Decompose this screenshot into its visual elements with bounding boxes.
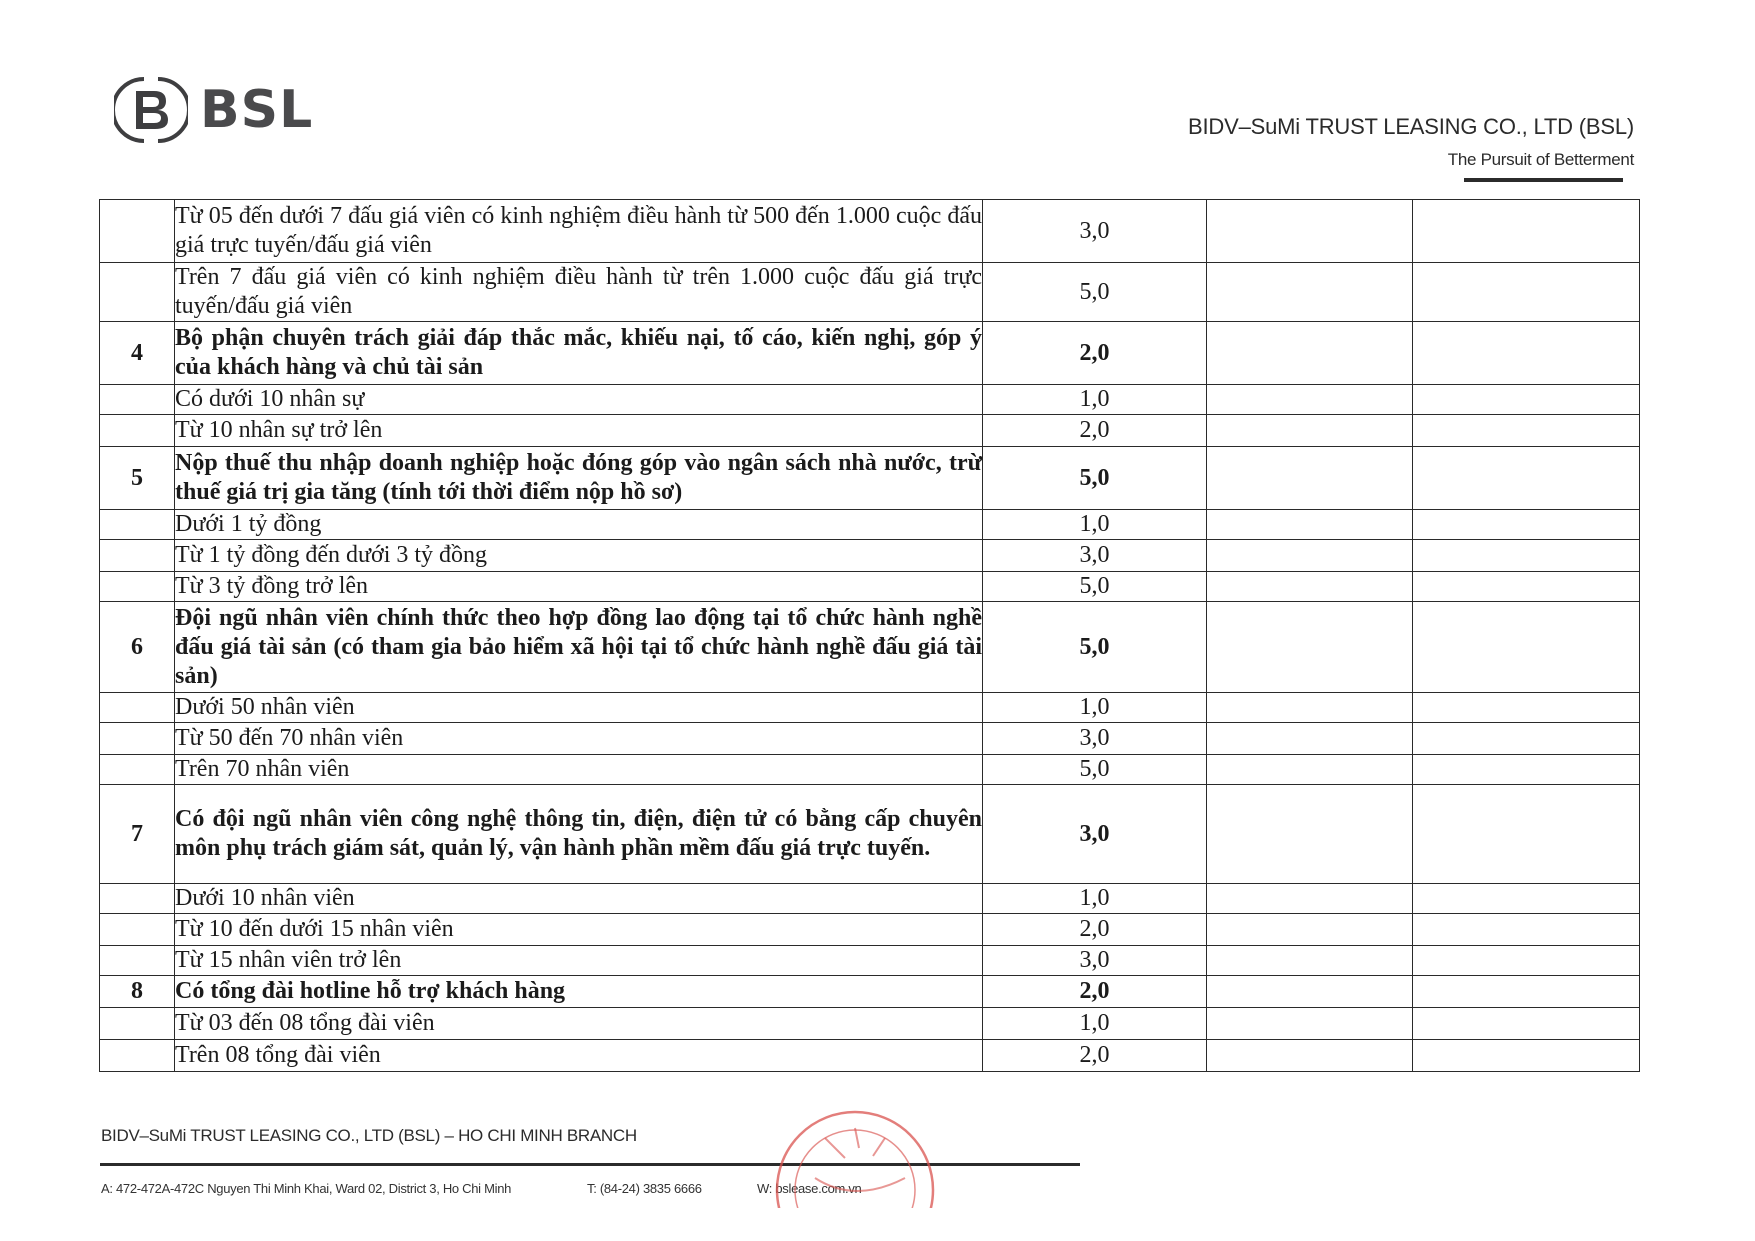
criteria-table-body bbox=[100, 200, 1640, 1072]
score-cell bbox=[1207, 415, 1413, 447]
table-row bbox=[100, 572, 1640, 602]
note-cell bbox=[1413, 385, 1640, 415]
score-cell bbox=[1207, 572, 1413, 602]
criterion-description: Trên 08 tổng đài viên bbox=[175, 1040, 983, 1072]
criterion-number bbox=[100, 914, 175, 946]
criterion-max-score: 5,0 bbox=[983, 755, 1207, 785]
table-row bbox=[100, 1040, 1640, 1072]
header-tagline: The Pursuit of Betterment bbox=[1447, 150, 1634, 169]
score-cell bbox=[1207, 723, 1413, 755]
criterion-number bbox=[100, 946, 175, 976]
score-cell bbox=[1207, 976, 1413, 1008]
criterion-number: 5 bbox=[100, 447, 175, 510]
score-cell bbox=[1207, 602, 1413, 693]
criterion-description: Đội ngũ nhân viên chính thức theo hợp đồng lao động tại tổ chức hành nghề đấu giá tài sản (có tham gia bảo hiểm xã hội tại tổ chức hành nghề đấu giá tài sản) bbox=[175, 602, 983, 693]
note-cell bbox=[1413, 976, 1640, 1008]
score-cell bbox=[1207, 540, 1413, 572]
criterion-description: Dưới 1 tỷ đồng bbox=[175, 510, 983, 540]
criterion-max-score: 2,0 bbox=[983, 914, 1207, 946]
note-cell bbox=[1413, 572, 1640, 602]
criterion-max-score: 1,0 bbox=[983, 510, 1207, 540]
score-cell bbox=[1207, 510, 1413, 540]
criterion-description: Từ 3 tỷ đồng trở lên bbox=[175, 572, 983, 602]
criterion-description: Từ 50 đến 70 nhân viên bbox=[175, 723, 983, 755]
score-cell bbox=[1207, 785, 1413, 884]
criterion-max-score: 3,0 bbox=[983, 200, 1207, 263]
criteria-table bbox=[99, 199, 1640, 1072]
criterion-number: 4 bbox=[100, 322, 175, 385]
criterion-max-score: 5,0 bbox=[983, 263, 1207, 322]
table-row bbox=[100, 200, 1640, 263]
score-cell bbox=[1207, 1040, 1413, 1072]
note-cell bbox=[1413, 723, 1640, 755]
table-row bbox=[100, 755, 1640, 785]
score-cell bbox=[1207, 884, 1413, 914]
note-cell bbox=[1413, 447, 1640, 510]
table-row bbox=[100, 385, 1640, 415]
criterion-max-score: 3,0 bbox=[983, 946, 1207, 976]
criterion-description: Từ 03 đến 08 tổng đài viên bbox=[175, 1008, 983, 1040]
criterion-description: Từ 1 tỷ đồng đến dưới 3 tỷ đồng bbox=[175, 540, 983, 572]
criterion-number bbox=[100, 884, 175, 914]
score-cell bbox=[1207, 322, 1413, 385]
criterion-description: Có đội ngũ nhân viên công nghệ thông tin, điện, điện tử có bằng cấp chuyên môn phụ trách giám sát, quản lý, vận hành phần mềm đấu giá trực tuyến. bbox=[175, 785, 983, 884]
table-row bbox=[100, 322, 1640, 385]
criterion-description: Dưới 50 nhân viên bbox=[175, 693, 983, 723]
criterion-description: Từ 10 đến dưới 15 nhân viên bbox=[175, 914, 983, 946]
criterion-max-score: 1,0 bbox=[983, 693, 1207, 723]
criterion-description: Từ 05 đến dưới 7 đấu giá viên có kinh nghiệm điều hành từ 500 đến 1.000 cuộc đấu giá trực tuyến/đấu giá viên bbox=[175, 200, 983, 263]
criterion-max-score: 2,0 bbox=[983, 976, 1207, 1008]
logo-text: BSL bbox=[200, 80, 314, 140]
criterion-number: 6 bbox=[100, 602, 175, 693]
criterion-number bbox=[100, 572, 175, 602]
criterion-max-score: 2,0 bbox=[983, 1040, 1207, 1072]
footer-website: W: bslease.com.vn bbox=[757, 1181, 862, 1196]
score-cell bbox=[1207, 946, 1413, 976]
criterion-description: Từ 15 nhân viên trở lên bbox=[175, 946, 983, 976]
score-cell bbox=[1207, 200, 1413, 263]
criterion-number bbox=[100, 755, 175, 785]
note-cell bbox=[1413, 322, 1640, 385]
note-cell bbox=[1413, 1040, 1640, 1072]
criterion-max-score: 5,0 bbox=[983, 447, 1207, 510]
criterion-max-score: 2,0 bbox=[983, 415, 1207, 447]
table-row bbox=[100, 447, 1640, 510]
criterion-number bbox=[100, 510, 175, 540]
score-cell bbox=[1207, 447, 1413, 510]
footer-address: A: 472-472A-472C Nguyen Thi Minh Khai, Ward 02, District 3, Ho Chi Minh bbox=[101, 1181, 512, 1196]
criterion-description: Trên 70 nhân viên bbox=[175, 755, 983, 785]
note-cell bbox=[1413, 914, 1640, 946]
criterion-max-score: 3,0 bbox=[983, 785, 1207, 884]
table-row bbox=[100, 785, 1640, 884]
criterion-number bbox=[100, 1040, 175, 1072]
bsl-logo-mark-icon bbox=[114, 73, 188, 147]
criterion-max-score: 2,0 bbox=[983, 322, 1207, 385]
header-company-name: BIDV–SuMi TRUST LEASING CO., LTD (BSL) bbox=[1188, 114, 1634, 139]
score-cell bbox=[1207, 693, 1413, 723]
criterion-max-score: 3,0 bbox=[983, 540, 1207, 572]
note-cell bbox=[1413, 785, 1640, 884]
criterion-description: Có tổng đài hotline hỗ trợ khách hàng bbox=[175, 976, 983, 1008]
footer-phone: T: (84-24) 3835 6666 bbox=[587, 1181, 702, 1196]
note-cell bbox=[1413, 415, 1640, 447]
criterion-number bbox=[100, 200, 175, 263]
criterion-description: Có dưới 10 nhân sự bbox=[175, 385, 983, 415]
table-row bbox=[100, 946, 1640, 976]
criterion-max-score: 5,0 bbox=[983, 602, 1207, 693]
footer-company-name: BIDV–SuMi TRUST LEASING CO., LTD (BSL) – HO CHI MINH BRANCH bbox=[101, 1126, 637, 1145]
table-row bbox=[100, 602, 1640, 693]
score-cell bbox=[1207, 755, 1413, 785]
note-cell bbox=[1413, 693, 1640, 723]
criterion-description: Trên 7 đấu giá viên có kinh nghiệm điều hành từ trên 1.000 cuộc đấu giá trực tuyến/đấu giá viên bbox=[175, 263, 983, 322]
note-cell bbox=[1413, 755, 1640, 785]
note-cell bbox=[1413, 263, 1640, 322]
criterion-description: Dưới 10 nhân viên bbox=[175, 884, 983, 914]
criterion-description: Nộp thuế thu nhập doanh nghiệp hoặc đóng góp vào ngân sách nhà nước, trừ thuế giá trị gia tăng (tính tới thời điểm nộp hồ sơ) bbox=[175, 447, 983, 510]
table-row bbox=[100, 1008, 1640, 1040]
header-rule bbox=[1464, 178, 1623, 182]
table-row bbox=[100, 510, 1640, 540]
table-row bbox=[100, 263, 1640, 322]
criterion-number bbox=[100, 540, 175, 572]
criterion-max-score: 3,0 bbox=[983, 723, 1207, 755]
criterion-max-score: 1,0 bbox=[983, 884, 1207, 914]
table-row bbox=[100, 723, 1640, 755]
table-row bbox=[100, 415, 1640, 447]
criterion-max-score: 5,0 bbox=[983, 572, 1207, 602]
criterion-number bbox=[100, 263, 175, 322]
company-seal-stamp-icon bbox=[755, 1108, 955, 1208]
criterion-number: 7 bbox=[100, 785, 175, 884]
score-cell bbox=[1207, 385, 1413, 415]
table-row bbox=[100, 914, 1640, 946]
criterion-number bbox=[100, 693, 175, 723]
score-cell bbox=[1207, 263, 1413, 322]
criterion-number bbox=[100, 723, 175, 755]
note-cell bbox=[1413, 946, 1640, 976]
criterion-number bbox=[100, 385, 175, 415]
criterion-description: Từ 10 nhân sự trở lên bbox=[175, 415, 983, 447]
note-cell bbox=[1413, 510, 1640, 540]
company-logo bbox=[114, 72, 313, 148]
note-cell bbox=[1413, 602, 1640, 693]
note-cell bbox=[1413, 200, 1640, 263]
criterion-max-score: 1,0 bbox=[983, 1008, 1207, 1040]
table-row bbox=[100, 540, 1640, 572]
score-cell bbox=[1207, 1008, 1413, 1040]
criterion-description: Bộ phận chuyên trách giải đáp thắc mắc, khiếu nại, tố cáo, kiến nghị, góp ý của khách hàng và chủ tài sản bbox=[175, 322, 983, 385]
table-row bbox=[100, 693, 1640, 723]
table-row bbox=[100, 976, 1640, 1008]
criterion-max-score: 1,0 bbox=[983, 385, 1207, 415]
table-row bbox=[100, 884, 1640, 914]
criterion-number bbox=[100, 1008, 175, 1040]
note-cell bbox=[1413, 884, 1640, 914]
note-cell bbox=[1413, 540, 1640, 572]
criterion-number bbox=[100, 415, 175, 447]
criterion-number: 8 bbox=[100, 976, 175, 1008]
note-cell bbox=[1413, 1008, 1640, 1040]
score-cell bbox=[1207, 914, 1413, 946]
